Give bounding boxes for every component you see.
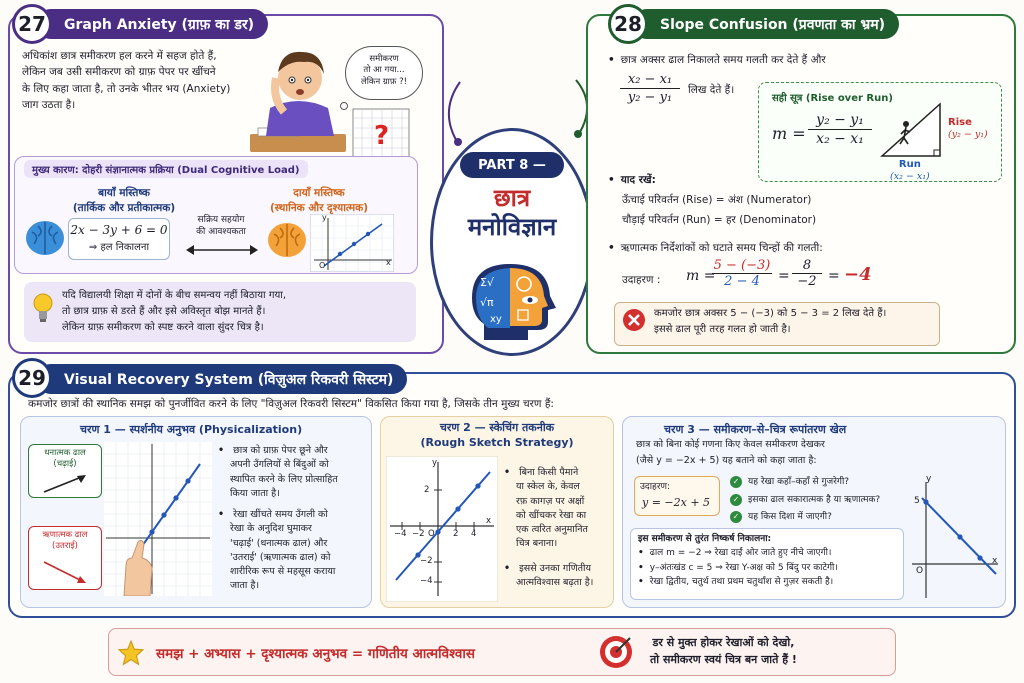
section-29-title: Visual Recovery System (विज़ुअल रिकवरी सिस्टम) [36, 364, 407, 394]
negative-slope-arrow [40, 558, 90, 586]
s2-tick-x2: 2 [453, 529, 459, 539]
lightbulb-icon [32, 292, 54, 324]
s3-o-label: O [916, 566, 924, 576]
s3-y-label: y [926, 474, 932, 484]
s2-tick-y: y [432, 458, 438, 468]
rise-run-triangle [880, 100, 950, 160]
target-icon [598, 634, 634, 670]
example-result: −4 [844, 264, 872, 285]
s2-tick-y2: 2 [424, 485, 430, 495]
remember-heading: • याद रखें: [608, 172, 656, 188]
footer-message: डर से मुक्त होकर रेखाओं को देखो, तो समीकरण स्वयं चित्र बन जाते हैं ! [650, 636, 797, 667]
remember-line-2: चौड़ाई परिवर्तन (Run) = हर (Denominator) [622, 214, 817, 226]
thought-bubble-dot [340, 102, 348, 110]
footer-formula: समझ + अभ्यास + दृश्यात्मक अनुभव = गणितीय आत्मविश्वास [156, 646, 476, 662]
cooperation-label: सक्रिय सहयोग की आवश्यकता [196, 215, 246, 238]
mini-graph-y-label: y [322, 213, 327, 222]
section-29-number: 29 [12, 358, 52, 398]
remember-line-1: ऊँचाई परिवर्तन (Rise) = अंश (Numerator) [622, 194, 812, 206]
step-2-point-2: • इससे उनका गणितीय आत्मविश्वास बढ़ता है। [504, 562, 593, 591]
head-brain-icon [462, 258, 562, 340]
s2-tick-x4: 4 [471, 529, 477, 539]
s2-tick-xm2: −2 [412, 529, 425, 539]
negative-slope-label: ऋणात्मक ढाल (उतराई) [42, 530, 88, 552]
section-27-number: 27 [12, 4, 52, 44]
step-1-point-2: • रेखा खींचते समय उँगली को रेखा के अनुदिश घुमाकर 'चढ़ाई' (धनात्मक ढाल) और 'उतराई' (ऋणात्मक ढाल) को शारीरिक रूप से महसूस कराया जाता है। [218, 508, 335, 594]
step-1-graph [104, 442, 212, 596]
s28-bullet-3: • ऋणात्मक निर्देशांकों को घटाते समय चिन्हों की गलती: [608, 240, 823, 256]
step-2-point-1: • बिना किसी पैमाने या स्केल के, केवल रफ़ कागज़ पर अक्षों को खींचकर रेखा का एक त्वरित अनुमानित चित्र बनाना। [504, 466, 588, 552]
question-graph-icon [352, 108, 410, 160]
step-3-questions: ✓ यह रेखा कहाँ–कहाँ से गुजरेगी? ✓ इसका ढाल सकारात्मक है या ऋणात्मक? ✓ यह किस दिशा में जाएगी? [730, 474, 880, 527]
example-m: m = [686, 268, 716, 284]
step-1-point-1: • छात्र को ग्राफ़ पेपर छूने और अपनी उँगलियों से बिंदुओं को स्थापित करने के लिए प्रोत्साहित किया जाता है। [218, 444, 338, 501]
step-3-example-eq: y = −2x + 5 [642, 496, 711, 509]
example-label: उदाहरण : [622, 274, 661, 286]
s2-tick-o: O [428, 529, 435, 539]
svg-text:√π: √π [480, 296, 494, 309]
correct-formula-label: सही सूत्र (Rise over Run) [772, 93, 893, 104]
thought-bubble: समीकरण तो आ गया... लेकिन ग्राफ़ ?! [345, 46, 423, 100]
s28-bullet-1: • छात्र अक्सर ढाल निकालते समय गलती कर देते हैं और [608, 52, 826, 68]
left-brain-label: बायाँ मस्तिष्क (तार्किक और प्रतीकात्मक) [72, 187, 176, 214]
s3-five-label: 5 [914, 496, 920, 506]
section-28-number: 28 [608, 4, 648, 44]
left-brain-icon [24, 218, 66, 258]
double-arrow-icon [184, 244, 260, 256]
step-3-line-1: छात्र को बिना कोई गणना किए केवल समीकरण देखकर [636, 439, 825, 450]
correct-formula-m: m = [772, 124, 806, 143]
section-27-title: Graph Anxiety (ग्राफ़ का डर) [36, 9, 268, 39]
step-3-title: चरण 3 — समीकरण–से–चित्र रूपांतरण खेल [664, 423, 847, 436]
mini-graph-origin: O [319, 261, 326, 270]
positive-slope-arrow [40, 472, 90, 494]
step-3-line-2: (जैसे y = −2x + 5) यह बताने को कहा जाता है: [636, 455, 817, 466]
mini-graph-x-label: x [386, 258, 391, 267]
example-fraction-1: 5 − (−3) 2 − 4 [713, 258, 771, 289]
tip-text: यदि विद्यालयी शिक्षा में दोनों के बीच समन्वय नहीं बिठाया गया, तो छात्र ग्राफ़ से डरते हैं और इसे अविस्तृत बोझ मानते हैं। लेकिन ग्राफ़ समीकरण को स्पष्ट करने वाला सुंदर चित्र है। [62, 290, 287, 333]
step-3-example-label: उदाहरण: [640, 482, 671, 492]
s29-intro: कमजोर छात्रों की स्थानिक समझ को पुनर्जीवित करने के लिए "विज़ुअल रिकवरी सिस्टम" विकसित किया गया है, जिसके तीन मुख्य चरण हैं: [28, 398, 554, 410]
anxious-student-illustration [248, 38, 348, 156]
s2-tick-xm4: −4 [394, 529, 407, 539]
error-text: कमजोर छात्र अक्सर 5 − (−3) को 5 − 3 = 2 लिख देते हैं। इससे ढाल पूरी तरह गलत हो जाती है। [654, 308, 887, 335]
wrong-formula: x₂ − x₁ y₂ − y₁ [620, 72, 680, 105]
step-2-title: चरण 2 — स्केचिंग तकनीक (Rough Sketch Strategy) [420, 421, 574, 450]
check-icon: ✓ [730, 511, 742, 523]
svg-text:xy: xy [490, 314, 502, 325]
star-icon [118, 640, 144, 666]
example-fraction-2: 8 −2 [792, 258, 822, 289]
center-title: छात्र मनोविज्ञान [467, 184, 557, 241]
run-label: Run (x₂ − x₁) [890, 159, 930, 182]
svg-text:?: ? [374, 121, 390, 151]
step-1-title: चरण 1 — स्पर्शनीय अनुभव (Physicalization) [80, 423, 303, 436]
cause-label: मुख्य कारण: दोहरी संज्ञानात्मक प्रक्रिया (Dual Cognitive Load) [24, 160, 308, 178]
positive-slope-label: धनात्मक ढाल (चढ़ाई) [44, 448, 86, 470]
section-28-title: Slope Confusion (प्रवणता का भ्रम) [632, 9, 899, 39]
check-icon: ✓ [730, 476, 742, 488]
section-27-paragraph: अधिकांश छात्र समीकरण हल करने में सहज होते हैं, लेकिन जब उसी समीकरण को ग्राफ़ पेपर पर खींचने के लिए कहा जाता है, तो उनके भीतर भय (Anxiety) जाग उठता है। [22, 50, 231, 111]
s3-x-label: x [992, 556, 998, 566]
svg-text:Σ√: Σ√ [480, 276, 494, 289]
example-equals-1: = [778, 268, 790, 284]
correct-formula: y₂ − y₁ x₂ − x₁ [808, 112, 872, 147]
conclusion-text: इस समीकरण से तुरंत निष्कर्ष निकालना: • ढाल m = −2 ⇒ रेखा दाईं ओर जाते हुए नीचे जाएगी। • y–अंतःखंड c = 5 ⇒ रेखा Y-अक्ष को 5 बिंदु पर काटेगी। • रेखा द्वितीय, चतुर्थ तथा प्रथम चतुर्थांश से गुज़र सकती है। [638, 532, 838, 590]
error-x-icon [622, 308, 646, 332]
s2-tick-ym2: −2 [420, 556, 433, 566]
check-icon: ✓ [730, 494, 742, 506]
example-equals-2: = [828, 268, 840, 284]
part-label: PART 8 — [460, 152, 564, 178]
right-brain-icon [266, 220, 308, 260]
right-brain-label: दायाँ मस्तिष्क (स्थानिक और दृश्यात्मक) [270, 187, 368, 214]
equation-box: 2x − 3y + 6 = 0 ⇒ हल निकालना [68, 218, 170, 260]
s2-tick-x: x [486, 516, 492, 526]
s2-tick-ym4: −4 [420, 576, 433, 586]
wrong-formula-suffix: लिख देते हैं। [688, 84, 735, 96]
rise-label: Rise (y₂ − y₁) [948, 117, 988, 140]
step-3-graph [908, 478, 1000, 602]
